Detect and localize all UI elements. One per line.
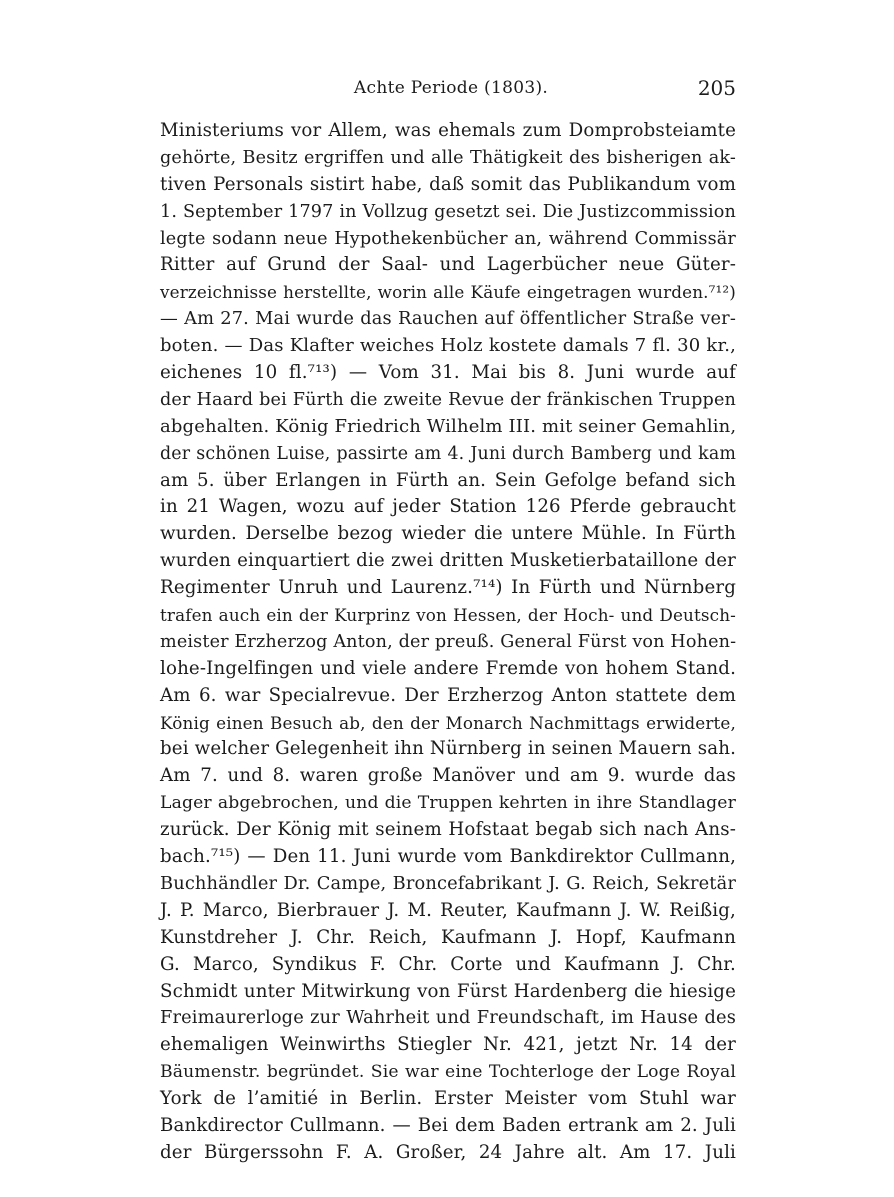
text-line: der Bürgerssohn F. A. Großer, 24 Jahre alt. Am 17. Juli	[160, 1141, 736, 1163]
text-line: Schmidt unter Mitwirkung von Fürst Hardenberg die hiesige	[160, 980, 736, 1002]
text-line: wurden einquartiert die zwei dritten Musketierbataillone der	[160, 550, 736, 572]
text-line: Ritter auf Grund der Saal- und Lagerbücher neue Güter-	[160, 254, 736, 276]
text-line: eichenes 10 fl.⁷¹³) — Vom 31. Mai bis 8. Juni wurde auf	[160, 362, 736, 384]
text-line: bei welcher Gelegenheit ihn Nürnberg in seinen Mauern sah.	[160, 738, 736, 760]
text-line: Am 7. und 8. waren große Manöver und am 9. wurde das	[160, 765, 736, 787]
text-line: König einen Besuch ab, den der Monarch Nachmittags erwiderte,	[160, 712, 736, 733]
text-line: Buchhändler Dr. Campe, Broncefabrikant J. G. Reich, Sekretär	[160, 872, 736, 894]
text-line: gehörte, Besitz ergriffen und alle Thätigkeit des bisherigen ak-	[160, 147, 736, 168]
text-line: Freimaurerloge zur Wahrheit und Freundschaft, im Hause des	[160, 1007, 736, 1029]
text-line: tiven Personals sistirt habe, daß somit das Publikandum vom	[160, 173, 736, 195]
text-line: zurück. Der König mit seinem Hofstaat begab sich nach Ans-	[160, 819, 736, 841]
text-line: ehemaligen Weinwirths Stiegler Nr. 421, jetzt Nr. 14 der	[160, 1034, 736, 1056]
text-line: Am 6. war Specialrevue. Der Erzherzog Anton stattete dem	[160, 684, 736, 706]
page-number: 205	[697, 76, 736, 100]
text-line: abgehalten. König Friedrich Wilhelm III. mit seiner Gemahlin,	[160, 415, 737, 437]
text-line: Regimenter Unruh und Laurenz.⁷¹⁴) In Fürth und Nürnberg	[160, 577, 736, 599]
text-line: wurden. Derselbe bezog wieder die untere Mühle. In Fürth	[160, 523, 736, 545]
text-line: der schönen Luise, passirte am 4. Juni durch Bamberg und kam	[160, 443, 736, 464]
text-line: am 5. über Erlangen in Fürth an. Sein Gefolge befand sich	[160, 469, 736, 491]
text-line: der Haard bei Fürth die zweite Revue der fränkischen Truppen	[160, 389, 736, 410]
text-line: Bankdirector Cullmann. — Bei dem Baden ertrank am 2. Juli	[160, 1114, 736, 1136]
text-line: Kunstdreher J. Chr. Reich, Kaufmann J. Hopf, Kaufmann	[160, 926, 736, 948]
text-line: trafen auch ein der Kurprinz von Hessen, der Hoch- und Deutsch-	[160, 605, 736, 626]
text-line: Lager abgebrochen, und die Truppen kehrten in ihre Standlager	[160, 793, 736, 814]
text-line: lohe-Ingelfingen und viele andere Fremde von hohem Stand.	[160, 657, 736, 679]
text-line: York de l’amitié in Berlin. Erster Meister vom Stuhl war	[160, 1088, 736, 1110]
text-line: meister Erzherzog Anton, der preuß. General Fürst von Hohen-	[160, 631, 737, 652]
text-line: G. Marco, Syndikus F. Chr. Corte und Kaufmann J. Chr.	[160, 953, 736, 975]
text-line: boten. — Das Klafter weiches Holz kostete damals 7 fl. 30 kr.,	[160, 335, 736, 357]
text-line: Bäumenstr. begründet. Sie war eine Tochterloge der Loge Royal	[160, 1062, 736, 1083]
page-header	[160, 76, 742, 104]
text-line: J. P. Marco, Bierbrauer J. M. Reuter, Kaufmann J. W. Reißig,	[160, 899, 736, 921]
text-line: Ministeriums vor Allem, was ehemals zum Domprobsteiamte	[160, 120, 736, 141]
text-line: — Am 27. Mai wurde das Rauchen auf öffentlicher Straße ver-	[160, 308, 736, 330]
text-line: verzeichnisse herstellte, worin alle Käufe eingetragen wurden.⁷¹²)	[160, 282, 736, 303]
text-line: bach.⁷¹⁵) — Den 11. Juni wurde vom Bankdirektor Cullmann,	[160, 846, 736, 868]
text-line: legte sodann neue Hypothekenbücher an, während Commissär	[160, 228, 736, 249]
text-line: 1. September 1797 in Vollzug gesetzt sei. Die Justizcommission	[160, 201, 736, 222]
body-text	[160, 118, 736, 1167]
text-line: in 21 Wagen, wozu auf jeder Station 126 Pferde gebraucht	[160, 496, 736, 518]
running-head: Achte Periode (1803).	[353, 78, 549, 98]
